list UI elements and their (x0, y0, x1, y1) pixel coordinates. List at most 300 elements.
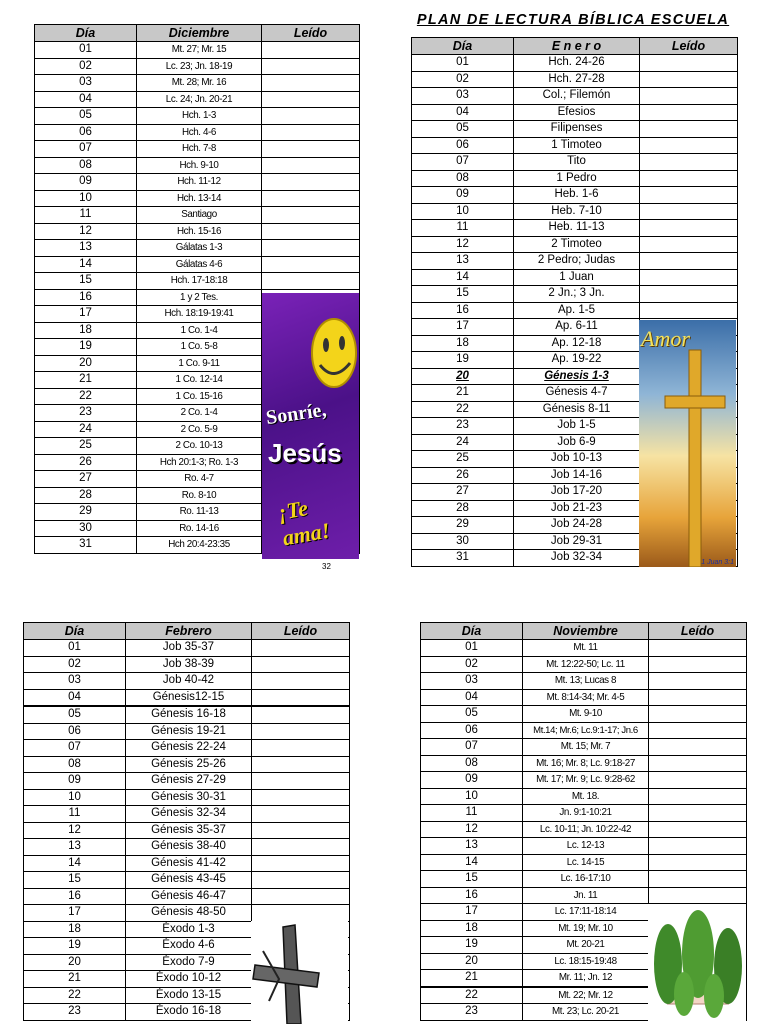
read-checkbox-cell[interactable] (649, 722, 747, 739)
passage-cell: Éxodo 7-9 (126, 954, 252, 971)
table-row (412, 121, 738, 138)
col-header-month: Diciembre (137, 25, 262, 42)
read-checkbox-cell[interactable] (649, 805, 747, 822)
day-cell: 22 (421, 987, 523, 1004)
read-checkbox-cell[interactable] (640, 302, 738, 319)
passage-cell: Hch. 9-10 (137, 157, 262, 174)
passage-cell: Génesis 48-50 (126, 905, 252, 922)
table-row (24, 905, 350, 922)
table-row (24, 689, 350, 706)
passage-cell: Job 40-42 (126, 673, 252, 690)
read-checkbox-cell[interactable] (262, 91, 360, 108)
passage-cell: Génesis 19-21 (126, 723, 252, 740)
passage-cell: Génesis 1-3 (514, 368, 640, 385)
loves-you-text: ¡Te ama! (276, 495, 332, 551)
day-cell: 13 (35, 240, 137, 257)
passage-cell: Génesis 25-26 (126, 756, 252, 773)
day-cell: 18 (24, 921, 126, 938)
col-header-read: Leído (252, 623, 350, 640)
day-cell: 01 (35, 42, 137, 59)
day-cell: 11 (35, 207, 137, 224)
table-row (412, 55, 738, 72)
read-checkbox-cell[interactable] (252, 640, 350, 657)
passage-cell: Éxodo 16-18 (126, 1004, 252, 1021)
read-checkbox-cell[interactable] (252, 756, 350, 773)
passage-cell: Génesis 35-37 (126, 822, 252, 839)
col-header-month: E n e r o (514, 38, 640, 55)
table-row (412, 302, 738, 319)
passage-cell: Jn. 11 (523, 887, 649, 904)
read-checkbox-cell[interactable] (252, 689, 350, 706)
passage-cell: Éxodo 4-6 (126, 938, 252, 955)
day-cell: 06 (412, 137, 514, 154)
day-cell: 23 (412, 418, 514, 435)
passage-cell: Lc. 17:11-18:14 (523, 904, 649, 921)
day-cell: 12 (35, 223, 137, 240)
table-row (412, 170, 738, 187)
passage-cell: Job 32-34 (514, 550, 640, 567)
trees-image (648, 904, 746, 1024)
day-cell: 02 (35, 58, 137, 75)
col-header-month: Febrero (126, 623, 252, 640)
passage-cell: Mt. 15; Mr. 7 (523, 739, 649, 756)
passage-cell: Job 17-20 (514, 484, 640, 501)
read-checkbox-cell[interactable] (252, 773, 350, 790)
passage-cell: Jn. 9:1-10:21 (523, 805, 649, 822)
table-row (24, 673, 350, 690)
passage-cell: Hch. 11-12 (137, 174, 262, 191)
day-cell: 05 (412, 121, 514, 138)
col-header-read: Leído (262, 25, 360, 42)
passage-cell: Hch. 18:19-19:41 (137, 306, 262, 323)
read-checkbox-cell[interactable] (640, 236, 738, 253)
passage-cell: Mt. 13; Lucas 8 (523, 673, 649, 690)
read-checkbox-cell[interactable] (649, 887, 747, 904)
table-row (421, 722, 747, 739)
passage-cell: 2 Pedro; Judas (514, 253, 640, 270)
passage-cell: Col.; Filemón (514, 88, 640, 105)
day-cell: 05 (421, 706, 523, 723)
day-cell: 01 (412, 55, 514, 72)
smiley-jesus-image (262, 293, 359, 559)
table-row (35, 141, 360, 158)
passage-cell: Mt. 11 (523, 640, 649, 657)
passage-cell: Hch. 4-6 (137, 124, 262, 141)
passage-cell: Job 38-39 (126, 656, 252, 673)
day-cell: 20 (35, 355, 137, 372)
col-header-month: Noviembre (523, 623, 649, 640)
day-cell: 07 (35, 141, 137, 158)
day-cell: 23 (421, 1004, 523, 1021)
passage-cell: Hch. 7-8 (137, 141, 262, 158)
day-cell: 30 (35, 520, 137, 537)
verse-ref-text: 1 Juan 3:1 (701, 559, 734, 566)
day-cell: 13 (421, 838, 523, 855)
day-cell: 07 (421, 739, 523, 756)
read-checkbox-cell[interactable] (262, 124, 360, 141)
passage-cell: Lc. 10-11; Jn. 10:22-42 (523, 821, 649, 838)
table-row (421, 821, 747, 838)
passage-cell: Génesis12-15 (126, 689, 252, 706)
passage-cell: Génesis 8-11 (514, 401, 640, 418)
table-row (35, 42, 360, 59)
table-row (421, 755, 747, 772)
day-cell: 19 (412, 352, 514, 369)
day-cell: 09 (421, 772, 523, 789)
read-checkbox-cell[interactable] (262, 190, 360, 207)
read-checkbox-cell[interactable] (252, 806, 350, 823)
day-cell: 24 (412, 434, 514, 451)
read-checkbox-cell[interactable] (252, 839, 350, 856)
day-cell: 02 (412, 71, 514, 88)
passage-cell: Lc. 14-15 (523, 854, 649, 871)
passage-cell: Filipenses (514, 121, 640, 138)
read-checkbox-cell[interactable] (252, 740, 350, 757)
day-cell: 11 (412, 220, 514, 237)
day-cell: 03 (421, 673, 523, 690)
day-cell: 10 (412, 203, 514, 220)
passage-cell: 2 Timoteo (514, 236, 640, 253)
passage-cell: Gálatas 1-3 (137, 240, 262, 257)
read-checkbox-cell[interactable] (649, 772, 747, 789)
day-cell: 01 (421, 640, 523, 657)
read-checkbox-cell[interactable] (640, 253, 738, 270)
read-checkbox-cell[interactable] (252, 656, 350, 673)
table-row (421, 706, 747, 723)
read-checkbox-cell[interactable] (262, 157, 360, 174)
day-cell: 07 (412, 154, 514, 171)
day-cell: 17 (421, 904, 523, 921)
day-cell: 15 (35, 273, 137, 290)
day-cell: 08 (35, 157, 137, 174)
passage-cell: Heb. 7-10 (514, 203, 640, 220)
day-cell: 15 (24, 872, 126, 889)
read-checkbox-cell[interactable] (640, 154, 738, 171)
read-checkbox-cell[interactable] (640, 121, 738, 138)
table-row (35, 75, 360, 92)
passage-cell: Éxodo 13-15 (126, 987, 252, 1004)
passage-cell: Mt. 8:14-34; Mr. 4-5 (523, 689, 649, 706)
smile-text: Sonríe, (264, 398, 328, 430)
read-checkbox-cell[interactable] (262, 141, 360, 158)
day-cell: 11 (421, 805, 523, 822)
day-cell: 03 (35, 75, 137, 92)
table-row (24, 855, 350, 872)
passage-cell: 2 Co. 10-13 (137, 438, 262, 455)
read-checkbox-cell[interactable] (649, 854, 747, 871)
passage-cell: Hch. 17-18:18 (137, 273, 262, 290)
day-cell: 13 (24, 839, 126, 856)
passage-cell: Heb. 1-6 (514, 187, 640, 204)
day-cell: 16 (412, 302, 514, 319)
col-header-day: Día (412, 38, 514, 55)
table-row (421, 640, 747, 657)
table-row (35, 223, 360, 240)
read-checkbox-cell[interactable] (649, 739, 747, 756)
table-row (35, 190, 360, 207)
day-cell: 10 (24, 789, 126, 806)
day-cell: 08 (24, 756, 126, 773)
read-checkbox-cell[interactable] (640, 88, 738, 105)
table-row (35, 273, 360, 290)
passage-cell: Éxodo 1-3 (126, 921, 252, 938)
read-checkbox-cell[interactable] (640, 55, 738, 72)
passage-cell: Tito (514, 154, 640, 171)
table-row (35, 108, 360, 125)
read-checkbox-cell[interactable] (640, 286, 738, 303)
day-cell: 12 (24, 822, 126, 839)
passage-cell: Génesis 46-47 (126, 888, 252, 905)
read-checkbox-cell[interactable] (640, 170, 738, 187)
day-cell: 20 (412, 368, 514, 385)
passage-cell: Hch. 13-14 (137, 190, 262, 207)
day-cell: 29 (412, 517, 514, 534)
table-row (421, 871, 747, 888)
passage-cell: Hch 20:4-23:35 (137, 537, 262, 554)
col-header-read: Leído (649, 623, 747, 640)
table-row (35, 58, 360, 75)
read-checkbox-cell[interactable] (252, 905, 350, 922)
table-row (421, 656, 747, 673)
day-cell: 23 (24, 1004, 126, 1021)
read-checkbox-cell[interactable] (640, 71, 738, 88)
passage-cell: Mr. 11; Jn. 12 (523, 970, 649, 987)
day-cell: 04 (24, 689, 126, 706)
amor-text: Amor (641, 326, 690, 351)
table-row (412, 253, 738, 270)
passage-cell: Hch. 1-3 (137, 108, 262, 125)
table-row (421, 805, 747, 822)
passage-cell: 2 Jn.; 3 Jn. (514, 286, 640, 303)
table-row (24, 756, 350, 773)
passage-cell: Ro. 11-13 (137, 504, 262, 521)
read-checkbox-cell[interactable] (262, 42, 360, 59)
day-cell: 09 (24, 773, 126, 790)
passage-cell: Ro. 8-10 (137, 487, 262, 504)
day-cell: 06 (35, 124, 137, 141)
read-checkbox-cell[interactable] (252, 855, 350, 872)
read-checkbox-cell[interactable] (640, 269, 738, 286)
passage-cell: Job 24-28 (514, 517, 640, 534)
day-cell: 14 (412, 269, 514, 286)
day-cell: 17 (412, 319, 514, 336)
day-cell: 14 (35, 256, 137, 273)
passage-cell: Mt. 16; Mr. 8; Lc. 9:18-27 (523, 755, 649, 772)
read-checkbox-cell[interactable] (262, 207, 360, 224)
day-cell: 05 (35, 108, 137, 125)
passage-cell: 1 Co. 15-16 (137, 388, 262, 405)
read-checkbox-cell[interactable] (649, 871, 747, 888)
table-row (24, 740, 350, 757)
passage-cell: Lc. 24; Jn. 20-21 (137, 91, 262, 108)
passage-cell: Lc. 18:15-19:48 (523, 953, 649, 970)
read-checkbox-cell[interactable] (262, 223, 360, 240)
table-row (35, 91, 360, 108)
cross-amor-image (639, 320, 736, 567)
passage-cell: Job 21-23 (514, 500, 640, 517)
passage-cell: Lc. 23; Jn. 18-19 (137, 58, 262, 75)
day-cell: 28 (412, 500, 514, 517)
passage-cell: Ap. 1-5 (514, 302, 640, 319)
passage-cell: Gálatas 4-6 (137, 256, 262, 273)
read-checkbox-cell[interactable] (640, 137, 738, 154)
day-cell: 20 (24, 954, 126, 971)
wooden-cross-icon (251, 921, 348, 1024)
table-row (24, 656, 350, 673)
day-cell: 21 (412, 385, 514, 402)
day-cell: 16 (24, 888, 126, 905)
page-title: PLAN DE LECTURA BÍBLICA ESCUELA (416, 12, 730, 28)
read-checkbox-cell[interactable] (640, 203, 738, 220)
day-cell: 21 (24, 971, 126, 988)
passage-cell: Mt.14; Mr.6; Lc.9:1-17; Jn.6 (523, 722, 649, 739)
passage-cell: Mt. 17; Mr. 9; Lc. 9:28-62 (523, 772, 649, 789)
passage-cell: Mt. 12:22-50; Lc. 11 (523, 656, 649, 673)
day-cell: 18 (421, 920, 523, 937)
table-row (35, 256, 360, 273)
passage-cell: 1 Co. 5-8 (137, 339, 262, 356)
passage-cell: Lc. 12-13 (523, 838, 649, 855)
read-checkbox-cell[interactable] (252, 673, 350, 690)
table-row (412, 236, 738, 253)
passage-cell: Génesis 30-31 (126, 789, 252, 806)
day-cell: 01 (24, 640, 126, 657)
read-checkbox-cell[interactable] (649, 673, 747, 690)
passage-cell: Génesis 43-45 (126, 872, 252, 889)
day-cell: 08 (412, 170, 514, 187)
passage-cell: Hch. 24-26 (514, 55, 640, 72)
day-cell: 12 (412, 236, 514, 253)
day-cell: 11 (24, 806, 126, 823)
read-checkbox-cell[interactable] (649, 706, 747, 723)
table-row (412, 269, 738, 286)
passage-cell: 2 Co. 1-4 (137, 405, 262, 422)
day-cell: 27 (35, 471, 137, 488)
table-row (421, 854, 747, 871)
read-checkbox-cell[interactable] (640, 104, 738, 121)
page-number: 32 (322, 562, 331, 571)
read-checkbox-cell[interactable] (262, 256, 360, 273)
day-cell: 04 (421, 689, 523, 706)
day-cell: 21 (35, 372, 137, 389)
day-cell: 25 (412, 451, 514, 468)
day-cell: 12 (421, 821, 523, 838)
col-header-day: Día (35, 25, 137, 42)
read-checkbox-cell[interactable] (252, 723, 350, 740)
read-checkbox-cell[interactable] (262, 58, 360, 75)
day-cell: 03 (412, 88, 514, 105)
day-cell: 18 (412, 335, 514, 352)
table-row (412, 203, 738, 220)
passage-cell: 1 Co. 9-11 (137, 355, 262, 372)
read-checkbox-cell[interactable] (262, 174, 360, 191)
passage-cell: Job 6-9 (514, 434, 640, 451)
read-checkbox-cell[interactable] (252, 872, 350, 889)
day-cell: 02 (421, 656, 523, 673)
day-cell: 13 (412, 253, 514, 270)
table-row (24, 888, 350, 905)
passage-cell: 1 Co. 1-4 (137, 322, 262, 339)
read-checkbox-cell[interactable] (252, 888, 350, 905)
day-cell: 19 (24, 938, 126, 955)
read-checkbox-cell[interactable] (640, 187, 738, 204)
passage-cell: Ro. 4-7 (137, 471, 262, 488)
read-checkbox-cell[interactable] (649, 821, 747, 838)
passage-cell: Mt. 20-21 (523, 937, 649, 954)
table-row (35, 240, 360, 257)
table-row (421, 772, 747, 789)
day-cell: 24 (35, 421, 137, 438)
passage-cell: 1 y 2 Tes. (137, 289, 262, 306)
passage-cell: Heb. 11-13 (514, 220, 640, 237)
passage-cell: Job 10-13 (514, 451, 640, 468)
passage-cell: Ap. 6-11 (514, 319, 640, 336)
table-row (421, 788, 747, 805)
table-row (412, 88, 738, 105)
table-row (412, 286, 738, 303)
passage-cell: Mt. 22; Mr. 12 (523, 987, 649, 1004)
table-row (24, 723, 350, 740)
passage-cell: Hch. 15-16 (137, 223, 262, 240)
read-checkbox-cell[interactable] (649, 689, 747, 706)
passage-cell: Lc. 16-17:10 (523, 871, 649, 888)
day-cell: 06 (24, 723, 126, 740)
day-cell: 26 (412, 467, 514, 484)
read-checkbox-cell[interactable] (252, 706, 350, 723)
read-checkbox-cell[interactable] (262, 108, 360, 125)
read-checkbox-cell[interactable] (649, 656, 747, 673)
day-cell: 21 (421, 970, 523, 987)
day-cell: 31 (35, 537, 137, 554)
day-cell: 27 (412, 484, 514, 501)
day-cell: 26 (35, 454, 137, 471)
passage-cell: Génesis 16-18 (126, 706, 252, 723)
table-row (421, 887, 747, 904)
table-row (412, 104, 738, 121)
read-checkbox-cell[interactable] (649, 640, 747, 657)
day-cell: 04 (412, 104, 514, 121)
passage-cell: Ro. 14-16 (137, 520, 262, 537)
read-checkbox-cell[interactable] (649, 788, 747, 805)
day-cell: 25 (35, 438, 137, 455)
day-cell: 17 (35, 306, 137, 323)
read-checkbox-cell[interactable] (262, 75, 360, 92)
table-row (35, 174, 360, 191)
read-checkbox-cell[interactable] (649, 838, 747, 855)
passage-cell: Mt. 19; Mr. 10 (523, 920, 649, 937)
table-row (421, 739, 747, 756)
read-checkbox-cell[interactable] (252, 789, 350, 806)
passage-cell: Génesis 4-7 (514, 385, 640, 402)
col-header-day: Día (421, 623, 523, 640)
day-cell: 18 (35, 322, 137, 339)
read-checkbox-cell[interactable] (262, 273, 360, 290)
read-checkbox-cell[interactable] (252, 822, 350, 839)
table-row (24, 789, 350, 806)
passage-cell: Efesios (514, 104, 640, 121)
passage-cell: Génesis 32-34 (126, 806, 252, 823)
table-row (24, 839, 350, 856)
day-cell: 20 (421, 953, 523, 970)
passage-cell: Éxodo 10-12 (126, 971, 252, 988)
day-cell: 10 (35, 190, 137, 207)
read-checkbox-cell[interactable] (640, 220, 738, 237)
day-cell: 15 (421, 871, 523, 888)
passage-cell: 1 Juan (514, 269, 640, 286)
read-checkbox-cell[interactable] (649, 755, 747, 772)
passage-cell: Hch 20:1-3; Ro. 1-3 (137, 454, 262, 471)
read-checkbox-cell[interactable] (262, 240, 360, 257)
